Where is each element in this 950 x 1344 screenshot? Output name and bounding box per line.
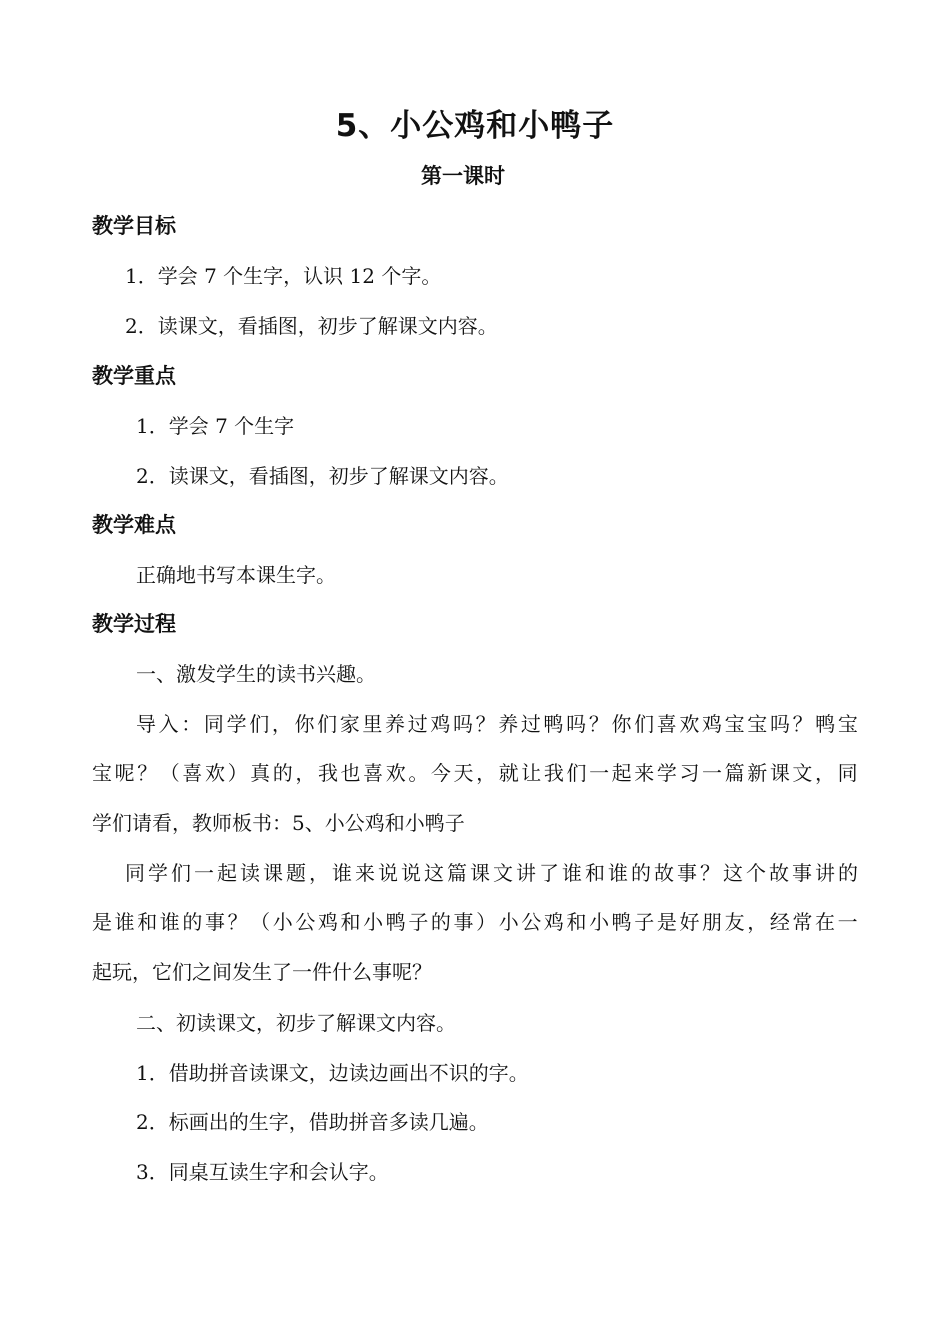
objective-item: 2．读课文，看插图，初步了解课文内容。 (125, 314, 498, 338)
document-title: 5、小公鸡和小鸭子 (335, 108, 615, 144)
intro-paragraph-line: 学们请看，教师板书：5、小公鸡和小鸭子 (92, 811, 465, 835)
intro-paragraph-line: 导 入 ： 同 学 们 ， 你 们 家 里 养 过 鸡 吗 ？ 养 过 鸭 吗 ？ 你 们 喜 欢 鸡 宝 宝 吗 ？ 鸭 宝 (136, 712, 858, 736)
heading-process: 教学过程 (92, 612, 176, 636)
question-paragraph-line: 起玩，它们之间发生了一件什么事呢？ (92, 960, 432, 984)
intro-paragraph-line: 宝 呢 ？ （ 喜 欢 ） 真 的 ， 我 也 喜 欢 。 今 天 ， 就 让 我 们 一 起 来 学 习 一 篇 新 课 文 ， 同 (92, 761, 858, 785)
process-step-2: 二、初读课文，初步了解课文内容。 (136, 1011, 456, 1035)
key-point-item: 1．学会 7 个生字 (136, 414, 295, 438)
objective-item: 1．学会 7 个生字，认识 12 个字。 (125, 264, 442, 288)
process-step-1: 一、激发学生的读书兴趣。 (136, 662, 376, 686)
step2-item: 3．同桌互读生字和会认字。 (136, 1160, 389, 1184)
heading-difficulties: 教学难点 (92, 513, 176, 537)
lesson-period: 第一课时 (421, 164, 505, 188)
key-point-item: 2．读课文，看插图，初步了解课文内容。 (136, 464, 509, 488)
heading-key-points: 教学重点 (92, 364, 176, 388)
step2-item: 2．标画出的生字，借助拼音多读几遍。 (136, 1110, 489, 1134)
heading-objectives: 教学目标 (92, 214, 176, 238)
question-paragraph-line: 同 学 们 一 起 读 课 题 ， 谁 来 说 说 这 篇 课 文 讲 了 谁 和 谁 的 故 事 ？ 这 个 故 事 讲 的 (125, 861, 858, 885)
step2-item: 1．借助拼音读课文，边读边画出不识的字。 (136, 1061, 529, 1085)
difficulty-item: 正确地书写本课生字。 (136, 563, 336, 587)
question-paragraph-line: 是 谁 和 谁 的 事 ？ （ 小 公 鸡 和 小 鸭 子 的 事 ） 小 公 鸡 和 小 鸭 子 是 好 朋 友 ， 经 常 在 一 (92, 910, 858, 934)
